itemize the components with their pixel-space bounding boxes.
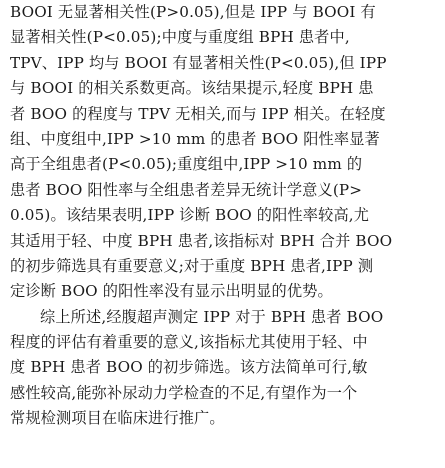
text-line: 其适用于轻、中度 BPH 患者,该指标对 BPH 合并 BOO xyxy=(10,231,393,250)
text-line: 显著相关性(P<0.05);中度与重度组 BPH 患者中, xyxy=(10,28,350,47)
text-line: 0.05)。该结果表明,IPP 诊断 BOO 的阳性率较高,尤 xyxy=(10,206,370,225)
text-line: 组、中度组中,IPP >10 mm 的患者 BOO 阳性率显著 xyxy=(10,129,380,148)
text-line: TPV、IPP 均与 BOOI 有显著相关性(P<0.05),但 IPP xyxy=(10,53,387,72)
text-line: 高于全组患者(P<0.05);重度组中,IPP >10 mm 的 xyxy=(10,155,363,174)
text-line: 定诊断 BOO 的阳性率没有显示出明显的优势。 xyxy=(10,282,333,301)
text-line: 感性较高,能弥补尿动力学检查的不足,有望作为一个 xyxy=(10,383,358,402)
text-line: 常规检测项目在临床进行推广。 xyxy=(10,409,225,428)
text-line: 度 BPH 患者 BOO 的初步筛选。该方法简单可行,敏 xyxy=(10,358,368,377)
text-line: 综上所述,经腹超声测定 IPP 对于 BPH 患者 BOO xyxy=(40,307,384,326)
text-line: 与 BOOI 的相关系数更高。该结果提示,轻度 BPH 患 xyxy=(10,79,374,98)
text-line: 程度的评估有着重要的意义,该指标尤其使用于轻、中 xyxy=(10,333,368,352)
paragraph-conclusion xyxy=(0,305,445,432)
text-line: 患者 BOO 阳性率与全组患者差异无统计学意义(P> xyxy=(10,180,363,199)
text-line: BOOI 无显著相关性(P>0.05),但是 IPP 与 BOOI 有 xyxy=(10,3,376,21)
text-line: 的初步筛选具有重要意义;对于重度 BPH 患者,IPP 测 xyxy=(10,256,374,275)
text-line: 者 BOO 的程度与 TPV 无相关,而与 IPP 相关。在轻度 xyxy=(10,104,386,123)
